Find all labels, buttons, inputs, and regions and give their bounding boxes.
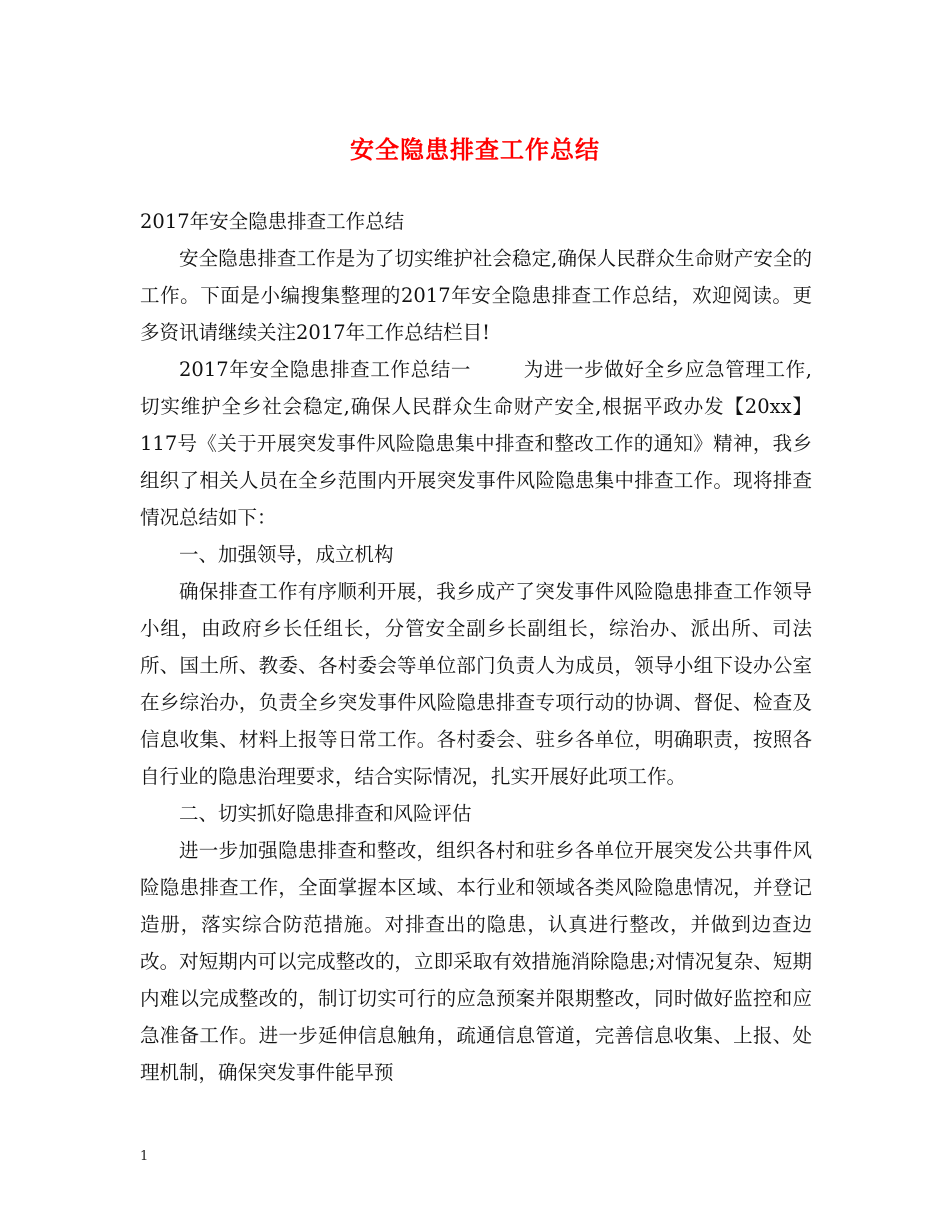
paragraph-summary-one	[140, 351, 812, 536]
paragraph-leadership: 确保排查工作有序顺利开展，我乡成产了突发事件风险隐患排查工作领导小组，由政府乡长任组长，分管安全副乡长副组长，综治办、派出所、司法所、国土所、教委、各村委会等单位部门负责人为成员，领导小组下设办公室在乡综治办，负责全乡突发事件风险隐患排查专项行动的协调、督促、检查及信息收集、材料上报等日常工作。各村委会、驻乡各单位，明确职责，按照各自行业的隐患治理要求，结合实际情况，扎实开展好此项工作。	[140, 580, 812, 788]
document-body	[140, 203, 812, 1091]
paragraph-summary-one-text: 为进一步做好全乡应急管理工作,切实维护全乡社会稳定,确保人民群众生命财产安全,根据平政办发【20xx】117号《关于开展突发事件风险隐患集中排查和整改工作的通知》精神，我乡组织了相关人员在全乡范围内开展突发事件风险隐患集中排查工作。现将排查情况总结如下：	[140, 358, 812, 529]
paragraph-risk-assessment: 进一步加强隐患排查和整改，组织各村和驻乡各单位开展突发公共事件风险隐患排查工作，全面掌握本区域、本行业和领域各类风险隐患情况，并登记造册，落实综合防范措施。对排查出的隐患，认真进行整改，并做到边查边改。对短期内可以完成整改的，立即采取有效措施消除隐患;对情况复杂、短期内难以完成整改的，制订切实可行的应急预案并限期整改，同时做好监控和应急准备工作。进一步延伸信息触角，疏通信息管道，完善信息收集、上报、处理机制，确保突发事件能早预	[140, 839, 812, 1084]
document-title: 安全隐患排查工作总结	[350, 135, 600, 164]
page-number: 1	[140, 1149, 149, 1164]
section-heading-one: 2017年安全隐患排查工作总结一	[179, 358, 472, 381]
paragraph-intro: 安全隐患排查工作是为了切实维护社会稳定,确保人民群众生命财产安全的工作。下面是小编搜集整理的2017年安全隐患排查工作总结，欢迎阅读。更多资讯请继续关注2017年工作总结栏目!	[140, 247, 812, 344]
subtitle-line: 2017年安全隐患排查工作总结	[140, 210, 405, 233]
heading-risk-assessment: 二、切实抓好隐患排查和风险评估	[179, 802, 472, 825]
heading-leadership: 一、加强领导，成立机构	[179, 543, 394, 566]
